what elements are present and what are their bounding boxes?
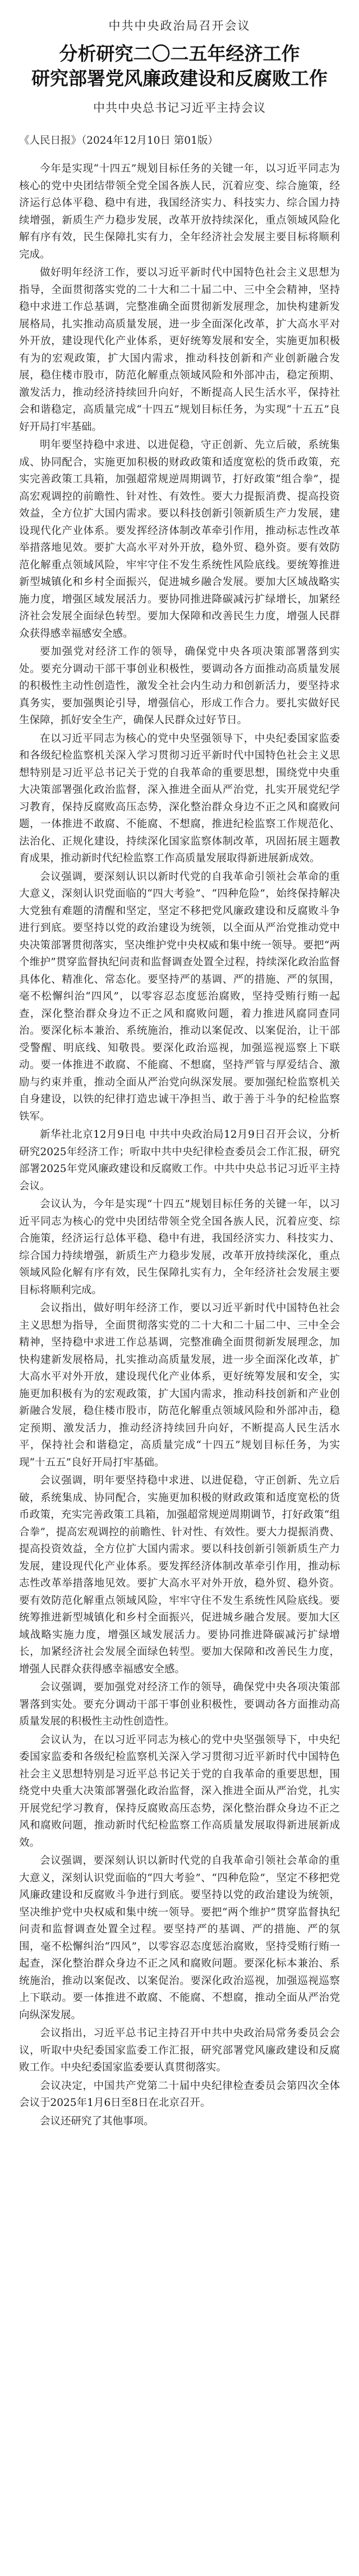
article-paragraph: 会议认为，今年是实现“十四五”规划目标任务的关键一年，以习近平同志为核心的党中央团结带领全党全国各族人民，沉着应变、综合施策，经济运行总体平稳、稳中有进，我国经济实力、科技实力、综合国力持续增强，新质生产力稳步发展，改革开放持续深化，重点领域风险化解有序有效，民生保障扎实有力，全年经济社会发展主要目标将顺利完成。 — [19, 1198, 340, 1296]
article-body — [19, 161, 340, 2130]
article-subtitle: 中共中央总书记习近平主持会议 — [93, 101, 266, 115]
article-source: 《人民日报》（2024年12月10日 第01版） — [19, 135, 218, 147]
article-paragraph: 今年是实现“十四五”规划目标任务的关键一年，以习近平同志为核心的党中央团结带领全党全国各族人民，沉着应变、综合施策，经济运行总体平稳、稳中有进，我国经济实力、科技实力、综合国力持续增强，新质生产力稳步发展，改革开放持续深化，重点领域风险化解有序有效，民生保障扎实有力，全年经济社会发展主要目标将顺利完成。 — [19, 163, 340, 261]
article-paragraph: 会议强调，要加强党对经济工作的领导，确保党中央各项决策部署落到实处。要充分调动干部干事创业积极性，要调动各方面推动高质量发展的积极性主动性创造性。 — [19, 1681, 340, 1727]
article-paragraph: 新华社北京12月9日电 中共中央政治局12月9日召开会议，分析研究2025年经济工作；听取中共中央纪律检查委员会工作汇报，研究部署2025年党风廉政建设和反腐败工作。中共中央总书记习近平主持会议。 — [19, 1129, 340, 1192]
article-paragraph: 明年要坚持稳中求进、以进促稳，守正创新、先立后破，系统集成、协同配合，实施更加积极的财政政策和适度宽松的货币政策，充实完善政策工具箱，加强超常规逆周期调节，打好政策“组合拳”，提高宏观调控的前瞻性、针对性、有效性。要大力提振消费、提高投资效益，全方位扩大国内需求。要以科技创新引领新质生产力发展，建设现代化产业体系。要发挥经济体制改革牵引作用，推动标志性改革举措落地见效。要扩大高水平对外开放，稳外贸、稳外资。要有效防范化解重点领域风险，牢牢守住不发生系统性风险底线。要统筹推进新型城镇化和乡村全面振兴，促进城乡融合发展。要加大区域战略实施力度，增强区域发展活力。要协同推进降碳减污扩绿增长，加紧经济社会发展全面绿色转型。要加大保障和改善民生力度，增强人民群众获得感幸福感安全感。 — [19, 439, 340, 640]
article-kicker: 中共中央政治局召开会议 — [108, 19, 251, 33]
article-paragraph: 会议还研究了其他事项。 — [40, 2115, 154, 2127]
article-paragraph: 会议强调，明年要坚持稳中求进、以进促稳，守正创新、先立后破，系统集成、协同配合，实施更加积极的财政政策和适度宽松的货币政策，充实完善政策工具箱，加强超常规逆周期调节，打好政策“组合拳”，提高宏观调控的前瞻性、针对性、有效性。要大力提振消费、提高投资效益，全方位扩大国内需求。要以科技创新引领新质生产力发展，建设现代化产业体系。要发挥经济体制改革牵引作用，推动标志性改革举措落地见效。要扩大高水平对外开放，稳外贸、稳外资。要有效防范化解重点领域风险，牢牢守住不发生系统性风险底线。要统筹推进新型城镇化和乡村全面振兴，促进城乡融合发展。要加大区域战略实施力度，增强区域发展活力。要协同推进降碳减污扩绿增长，加紧经济社会发展全面绿色转型。要加大保障和改善民生力度，增强人民群众获得感幸福感安全感。 — [19, 1475, 340, 1675]
article-headline — [19, 42, 340, 91]
article-paragraph: 会议决定，中国共产党第二十届中央纪律检查委员会第四次全体会议于2025年1月6日至8日在北京召开。 — [19, 2080, 340, 2109]
headline-line-1: 分析研究二〇二五年经济工作 — [59, 43, 300, 65]
article-paragraph: 要加强党对经济工作的领导，确保党中央各项决策部署落到实处。要充分调动干部干事创业积极性，要调动各方面推动高质量发展的积极性主动性创造性，激发全社会内生动力和创新活力，要坚持求真务实，要加强舆论引导，增强信心，形成工作合力。要扎实做好民生保障，抓好安全生产，确保人民群众过好节日。 — [19, 646, 340, 726]
article-paragraph: 会议指出，做好明年经济工作，要以习近平新时代中国特色社会主义思想为指导，全面贯彻落实党的二十大和二十届二中、三中全会精神，坚持稳中求进工作总基调，完整准确全面贯彻新发展理念，加快构建新发展格局，扎实推动高质量发展，进一步全面深化改革，扩大高水平对外开放，建设现代化产业体系，更好统筹发展和安全，实施更加积极有为的宏观政策，扩大国内需求，推动科技创新和产业创新融合发展，稳住楼市股市，防范化解重点领域风险和外部冲击，稳定预期、激发活力，推动经济持续回升向好，不断提高人民生活水平，保持社会和谐稳定，高质量完成“十四五”规划目标任务，为实现“十五五”良好开局打牢基础。 — [19, 1302, 340, 1469]
article-paragraph: 会议强调，要深刻认识以新时代党的自我革命引领社会革命的重大意义，深刻认识党面临的“四大考验”、“四种危险”，坚定不移把党风廉政建设和反腐败斗争进行到底。要坚持以党的政治建设为统领，坚决维护党中央权威和集中统一领导。要把“两个维护”贯穿监督执纪问责和监督调查处置全过程。要坚持严的基调、严的措施、严的氛围，毫不松懈纠治“四风”，以零容忍态度惩治腐败，坚持受贿行贿一起查，深化整治群众身边不正之风和腐败问题。要深化标本兼治、系统施治，推动以案促改、以案促治。要深化政治巡视，加强巡视巡察上下联动。要一体推进不敢腐、不能腐、不想腐，推动全面从严治党向纵深发展。 — [19, 1855, 340, 2021]
article-paragraph: 会议指出，习近平总书记主持召开中共中央政治局常务委员会会议，听取中央纪委国家监委工作汇报，研究部署党风廉政建设和反腐败工作。中央纪委国家监委要认真贯彻落实。 — [19, 2027, 340, 2073]
headline-line-2: 研究部署党风廉政建设和反腐败工作 — [31, 67, 328, 89]
article-paragraph: 会议认为，在以习近平同志为核心的党中央坚强领导下，中央纪委国家监委和各级纪检监察机关深入学习贯彻习近平新时代中国特色社会主义思想特别是习近平总书记关于党的自我革命的重要思想，围绕党中央重大决策部署强化政治监督，深入推进全面从严治党，扎实开展党纪学习教育，保持反腐败高压态势，深化整治群众身边不正之风和腐败问题，推动新时代纪检监察工作高质量发展取得新进展新成效。 — [19, 1734, 340, 1849]
article-paragraph: 做好明年经济工作，要以习近平新时代中国特色社会主义思想为指导，全面贯彻落实党的二十大和二十届二中、三中全会精神，坚持稳中求进工作总基调，完整准确全面贯彻新发展理念，加快构建新发展格局，扎实推动高质量发展，进一步全面深化改革，扩大高水平对外开放，建设现代化产业体系，更好统筹发展和安全，实施更加积极有为的宏观政策，扩大国内需求，推动科技创新和产业创新融合发展，稳住楼市股市，防范化解重点领域风险和外部冲击，稳定预期、激发活力，推动经济持续回升向好，不断提高人民生活水平，保持社会和谐稳定，高质量完成“十四五”规划目标任务，为实现“十五五”良好开局打牢基础。 — [19, 267, 340, 433]
article-paragraph: 在以习近平同志为核心的党中央坚强领导下，中央纪委国家监委和各级纪检监察机关深入学习贯彻习近平新时代中国特色社会主义思想特别是习近平总书记关于党的自我革命的重要思想，围绕党中央重大决策部署强化政治监督，深入推进全面从严治党，扎实开展党纪学习教育，保持反腐败高压态势，深化整治群众身边不正之风和腐败问题，一体推进不敢腐、不能腐、不想腐，推进纪检监察工作规范化、法治化、正规化建设，持续深化国家监察体制改革，巩固拓展主题教育成果，推动新时代纪检监察工作高质量发展取得新进展新成效。 — [19, 732, 340, 864]
article-paragraph: 会议强调，要深刻认识以新时代党的自我革命引领社会革命的重大意义，深刻认识党面临的“四大考验”、“四种危险”，始终保持解决大党独有难题的清醒和坚定，坚定不移把党风廉政建设和反腐败斗争进行到底。要坚持以党的政治建设为统领，以全面从严治党推动党中央决策部署贯彻落实，坚决维护党中央权威和集中统一领导。要把“两个维护”贯穿监督执纪问责和监督调查处置全过程，持续深化政治监督具体化、精准化、常态化。要坚持严的基调、严的措施、严的氛围，毫不松懈纠治“四风”，以零容忍态度惩治腐败，坚持受贿行贿一起查，深化整治群众身边不正之风和腐败问题，着力推进风腐同查同治。要深化标本兼治、系统施治，推动以案促改、以案促治，让干部受警醒、明底线、知敬畏。要深化政治巡视，加强巡视巡察上下联动。要一体推进不敢腐、不能腐、不想腐，坚持严管与厚爱结合、激励与约束并重，推动全面从严治党向纵深发展。要加强纪检监察机关自身建设，以铁的纪律打造忠诚干净担当、敢于善于斗争的纪检监察铁军。 — [19, 870, 340, 1123]
